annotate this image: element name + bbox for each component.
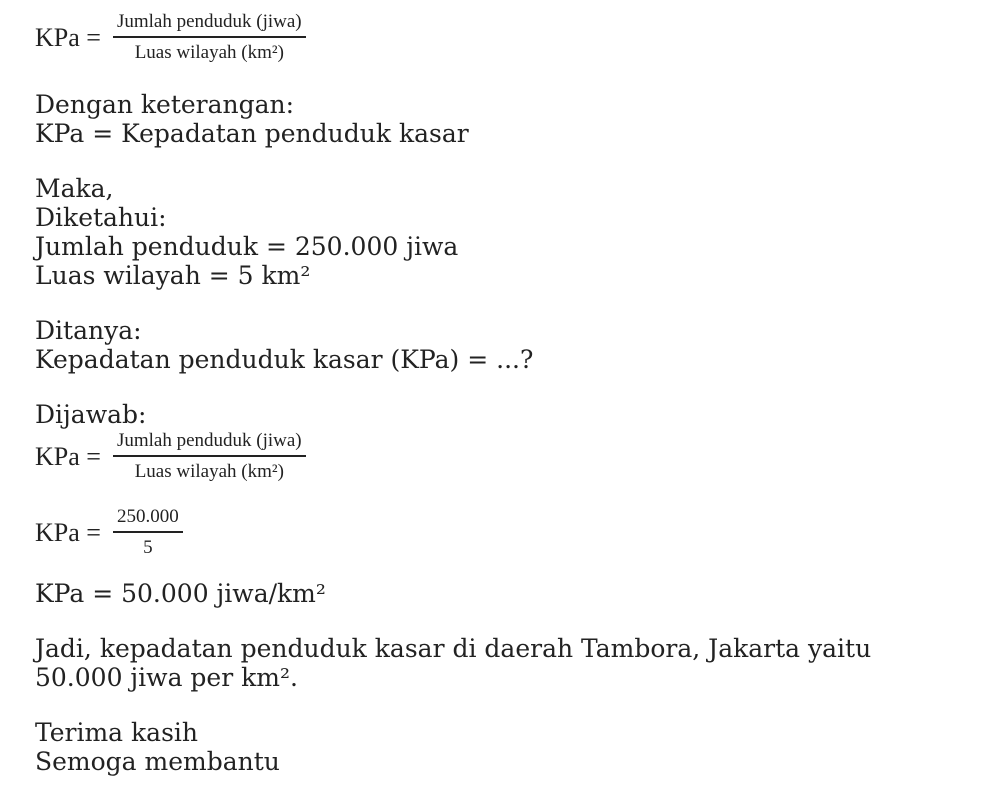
diketahui-line-jumlah-penduduk: Jumlah penduduk = 250.000 jiwa (35, 232, 459, 261)
dijawab-formula-lhs: KPa = (35, 441, 101, 471)
substitution-fraction (113, 505, 183, 559)
ditanya-heading: Ditanya: (35, 316, 142, 345)
keterangan-line: KPa = Kepadatan penduduk kasar (35, 119, 469, 148)
diketahui-intro: Maka, (35, 174, 114, 203)
keterangan-section (35, 90, 890, 148)
fraction-denominator: Luas wilayah (km²) (134, 42, 284, 63)
formula-definition (35, 10, 890, 64)
diketahui-heading: Diketahui: (35, 203, 167, 232)
substitution-formula-lhs: KPa = (35, 517, 101, 547)
ditanya-section (35, 316, 890, 374)
formula-definition-lhs: KPa = (35, 22, 101, 52)
formula-definition-fraction (113, 10, 306, 64)
closing-line-terima-kasih: Terima kasih (35, 718, 199, 747)
ditanya-line: Kepadatan penduduk kasar (KPa) = ...? (35, 345, 534, 374)
fraction-denominator: 5 (143, 537, 153, 558)
conclusion-text: Jadi, kepadatan penduduk kasar di daerah Tambora, Jakarta yaitu 50.000 jiwa per km². (35, 634, 872, 692)
fraction-denominator: Luas wilayah (km²) (134, 461, 284, 482)
dijawab-section (35, 400, 890, 483)
dijawab-formula-fraction (113, 429, 306, 483)
result-line: KPa = 50.000 jiwa/km² (35, 579, 326, 608)
dijawab-heading: Dijawab: (35, 400, 147, 429)
substitution-formula (35, 505, 890, 559)
keterangan-heading: Dengan keterangan: (35, 90, 295, 119)
closing-section (35, 718, 890, 776)
dijawab-formula (35, 429, 890, 483)
fraction-numerator: Jumlah penduduk (jiwa) (113, 10, 306, 38)
conclusion-section (35, 634, 890, 692)
closing-line-semoga-membantu: Semoga membantu (35, 747, 280, 776)
fraction-numerator: 250.000 (113, 505, 183, 533)
diketahui-section (35, 174, 890, 290)
fraction-numerator: Jumlah penduduk (jiwa) (113, 429, 306, 457)
result-section (35, 579, 890, 608)
diketahui-line-luas-wilayah: Luas wilayah = 5 km² (35, 261, 311, 290)
